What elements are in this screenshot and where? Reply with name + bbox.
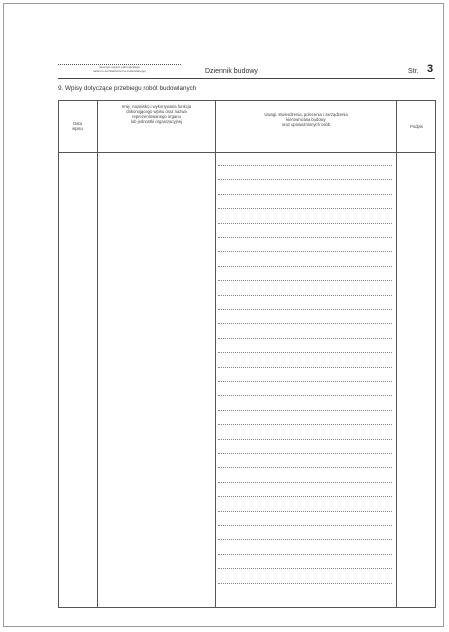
writing-line <box>218 381 392 382</box>
writing-line <box>218 223 392 224</box>
page-label: Str. <box>408 68 419 75</box>
writing-line <box>218 251 392 252</box>
writing-line <box>218 525 392 526</box>
writing-line <box>218 496 392 497</box>
writing-line <box>218 323 392 324</box>
writing-line <box>218 352 392 353</box>
writing-line <box>218 295 392 296</box>
writing-line <box>218 179 392 180</box>
column-divider-2 <box>215 100 216 608</box>
column-header-date: Data wpisu <box>72 121 83 131</box>
section-title: 9. Wpisy dotyczące przebiegu robót budowlanych <box>58 85 197 92</box>
writing-line <box>218 266 392 267</box>
writing-line <box>218 165 392 166</box>
writing-line <box>218 439 392 440</box>
writing-line <box>218 309 392 310</box>
writing-line <box>218 338 392 339</box>
writing-line <box>218 237 392 238</box>
column-divider-3 <box>396 100 397 608</box>
writing-line <box>218 453 392 454</box>
table-header-rule <box>58 152 436 153</box>
writing-line <box>218 482 392 483</box>
column-header-remarks: Uwagi, stwierdzenia, polecenia i zarządzenia kierownictwa budowy oraz upoważnionych osób <box>264 112 348 127</box>
writing-line <box>218 424 392 425</box>
writing-line <box>218 511 392 512</box>
writing-line <box>218 410 392 411</box>
writing-line <box>218 583 392 584</box>
page-number: 3 <box>427 63 434 75</box>
writing-line <box>218 568 392 569</box>
writing-line <box>218 395 392 396</box>
writing-line <box>218 367 392 368</box>
writing-line <box>218 194 392 195</box>
column-header-author: Imię, nazwisko i wykonywana funkcja dokonującego wpisu oraz nazwa reprezentowanego organu lub jednostki organizacyjnej <box>121 104 192 124</box>
column-divider-1 <box>97 100 98 608</box>
writing-line <box>218 208 392 209</box>
column-header-signature: Podpis <box>410 124 423 129</box>
writing-line <box>218 539 392 540</box>
entries-table <box>58 100 436 608</box>
stamp-caption: (pieczęć organu patronackiego nadzoru architektoniczno-budowlanego) <box>92 65 147 73</box>
journal-title: Dziennik budowy <box>205 68 258 75</box>
header-rule <box>58 78 435 79</box>
writing-line <box>218 554 392 555</box>
writing-line <box>218 280 392 281</box>
writing-line <box>218 467 392 468</box>
